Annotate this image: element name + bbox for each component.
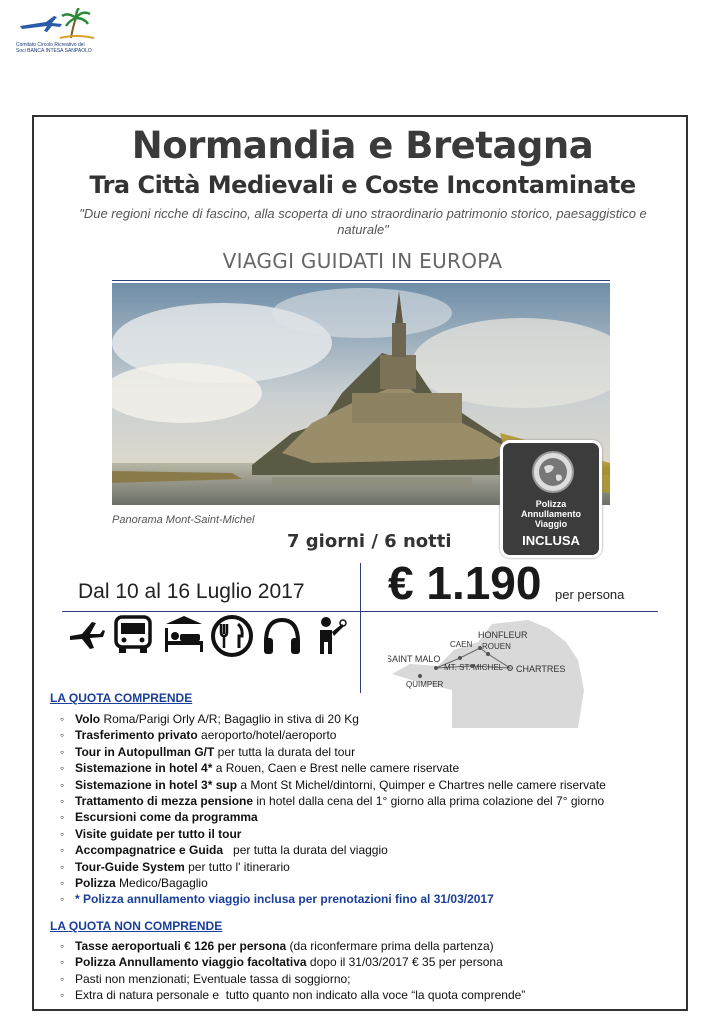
badge-line-1: Polizza [535, 499, 567, 509]
company-logo [16, 8, 106, 54]
map-label-caen: CAEN [450, 640, 473, 649]
globe-icon [532, 451, 574, 493]
list-item: ◦ Polizza Medico/Bagaglio [56, 875, 606, 891]
excluded-list [56, 938, 525, 1004]
excluded-heading: LA QUOTA NON COMPRENDE [50, 919, 223, 933]
list-item: ◦ Pasti non menzionati; Eventuale tassa di soggiorno; [56, 971, 525, 987]
photo-caption: Panorama Mont-Saint-Michel [112, 514, 255, 526]
bus-icon [112, 614, 154, 656]
trip-price: € 1.190 [388, 557, 542, 609]
map-label-quimper: QUIMPER [406, 680, 444, 689]
list-item: ◦ Volo Roma/Parigi Orly A/R; Bagaglio in stiva di 20 Kg [56, 711, 606, 727]
list-item: ◦ Extra di natura personale e tutto quanto non indicato alla voce “la quota comprende” [56, 987, 525, 1003]
map-label-chartres: CHARTRES [516, 664, 566, 674]
page-subtitle: Tra Città Medievali e Coste Incontaminate [89, 171, 636, 199]
badge-line-3: Viaggio [534, 519, 568, 529]
list-item: ◦ Trattamento di mezza pensione in hotel dalla cena del 1° giorno alla prima colazione del 7° giorno [56, 793, 606, 809]
badge-line-2: Annullamento [521, 509, 581, 519]
page-title: Normandia e Bretagna [131, 124, 594, 167]
horizontal-divider [62, 611, 658, 612]
list-item: ◦ Escursioni come da programma [56, 809, 606, 825]
vertical-divider [360, 563, 361, 693]
list-item: ◦ Tour in Autopullman G/T per tutta la durata del tour [56, 744, 606, 760]
included-heading: LA QUOTA COMPRENDE [50, 691, 193, 705]
trip-dates: Dal 10 al 16 Luglio 2017 [78, 580, 305, 603]
map-label-mont-saint-michel: MT. ST. MICHEL [444, 663, 504, 672]
list-item: ◦ Accompagnatrice e Guida per tutta la durata del viaggio [56, 842, 606, 858]
policy-note: ◦ * Polizza annullamento viaggio inclusa per prenotazioni fino al 31/03/2017 [56, 891, 606, 907]
service-icons [66, 614, 352, 664]
headphones-icon [260, 614, 304, 658]
price-unit: per persona [555, 587, 625, 602]
meal-icon [210, 614, 254, 658]
palm-plane-logo-icon [16, 8, 106, 42]
hotel-bed-icon [162, 614, 206, 656]
tagline-quote: "Due regioni ricche di fascino, alla scoperta di uno straordinario patrimonio storico, paesaggistico e naturale" [79, 206, 647, 237]
included-list [56, 711, 606, 908]
trip-duration: 7 giorni / 6 notti [287, 531, 452, 552]
list-item: ◦ Sistemazione in hotel 4* a Rouen, Caen e Brest nelle camere riservate [56, 760, 606, 776]
list-item: ◦ Tour-Guide System per tutto l' itinerario [56, 859, 606, 875]
list-item: ◦ Tasse aeroportuali € 126 per persona (da riconfermare prima della partenza) [56, 938, 525, 954]
list-item: ◦ Polizza Annullamento viaggio facoltativa dopo il 31/03/2017 € 35 per persona [56, 954, 525, 970]
map-label-honfleur: HONFLEUR [478, 630, 528, 640]
list-item: ◦ Visite guidate per tutto il tour [56, 826, 606, 842]
trip-category: VIAGGI GUIDATI IN EUROPA [222, 249, 503, 273]
cancellation-policy-badge [500, 440, 602, 558]
list-item: ◦ Trasferimento privato aeroporto/hotel/aeroporto [56, 727, 606, 743]
category-divider [112, 280, 610, 281]
map-label-saint-malo: SAINT MALO [388, 654, 441, 664]
badge-included-label: INCLUSA [522, 533, 580, 548]
map-label-rouen: ROUEN [482, 642, 511, 651]
airplane-icon [66, 614, 106, 654]
list-item: ◦ Sistemazione in hotel 3* sup a Mont St Michel/dintorni, Quimper e Chartres nelle camere riservate [56, 777, 606, 793]
guide-icon [314, 614, 350, 658]
logo-caption: Comitato Circolo Ricreativo dei Soci BANCA INTESA SANPAOLO [16, 42, 92, 54]
